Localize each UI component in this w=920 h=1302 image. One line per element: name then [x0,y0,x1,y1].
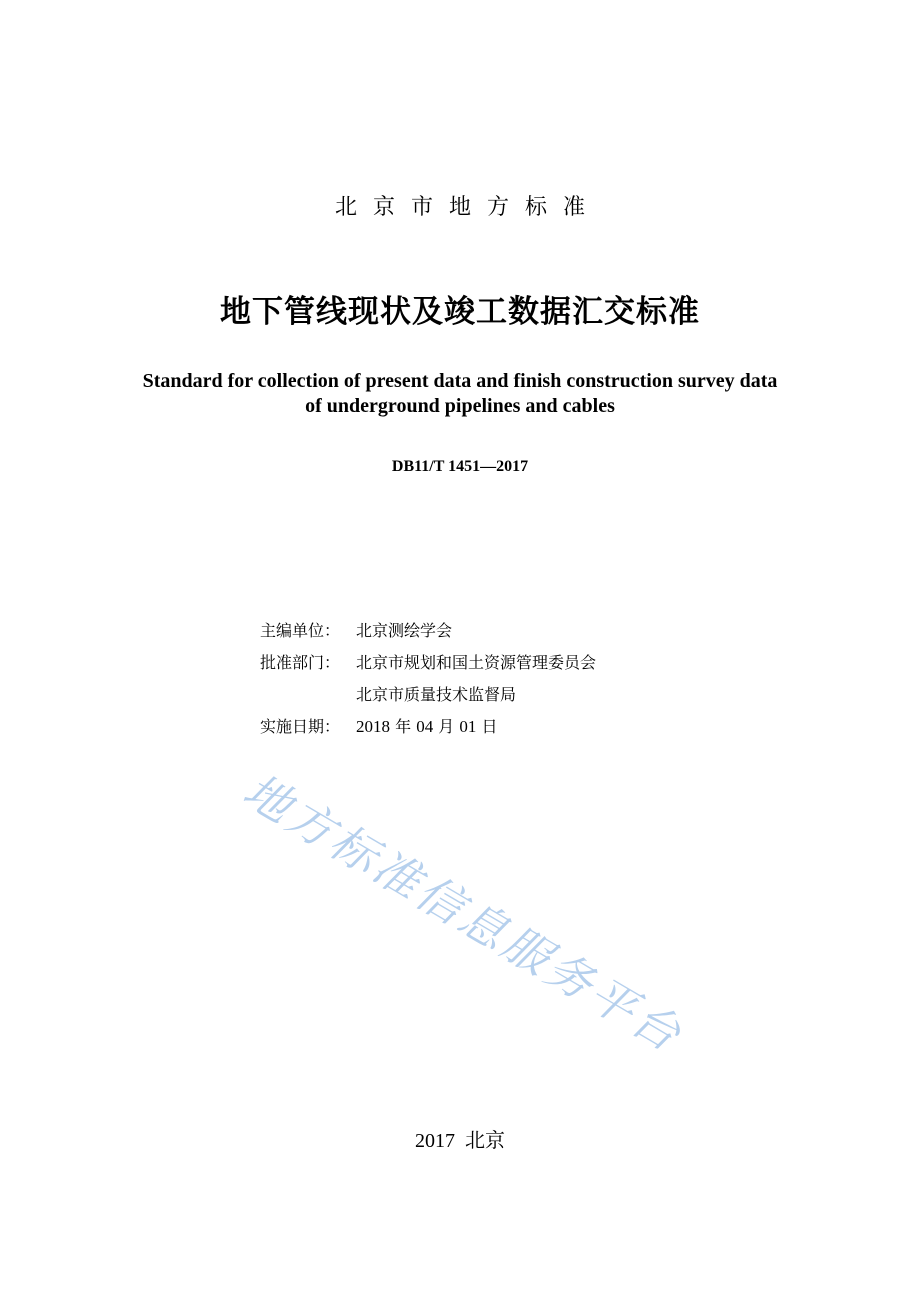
date-value [356,711,498,743]
watermark-text: 地方标准信息服务平台 [234,762,693,1064]
footer-imprint [0,1124,920,1153]
approver-row-2 [260,679,596,711]
english-title-line-1: Standard for collection of present data and finish construction survey data [142,370,778,392]
approver-label: 批准部门： [260,653,341,672]
footer-city: 北京 [465,1130,505,1152]
standard-code: DB11/T 1451—2017 [391,458,529,475]
publication-info [260,615,596,743]
approver-row [260,647,596,679]
chinese-title: 地下管线现状及竣工数据汇交标准 [220,294,700,330]
date-day: 01 [459,717,477,736]
date-day-unit: 日 [481,717,498,736]
date-month-unit: 月 [438,717,455,736]
editor-row [260,615,596,647]
date-row [260,711,596,743]
approver-value-2: 北京市质量技术监督局 [356,685,517,704]
date-month: 04 [416,717,434,736]
footer-year: 2017 [415,1130,455,1152]
watermark-graphic [232,760,772,1090]
approver-value-1: 北京市规划和国土资源管理委员会 [356,653,597,672]
standard-series-heading: 北京市地方标准 [334,195,601,220]
date-label: 实施日期： [260,717,341,736]
editor-label: 主编单位： [260,621,341,640]
english-title [80,369,840,419]
english-title-line-2: of underground pipelines and cables [305,395,615,417]
editor-value: 北京测绘学会 [356,621,453,640]
date-year-unit: 年 [395,717,412,736]
date-year: 2018 [356,717,390,736]
watermark [232,760,772,1090]
